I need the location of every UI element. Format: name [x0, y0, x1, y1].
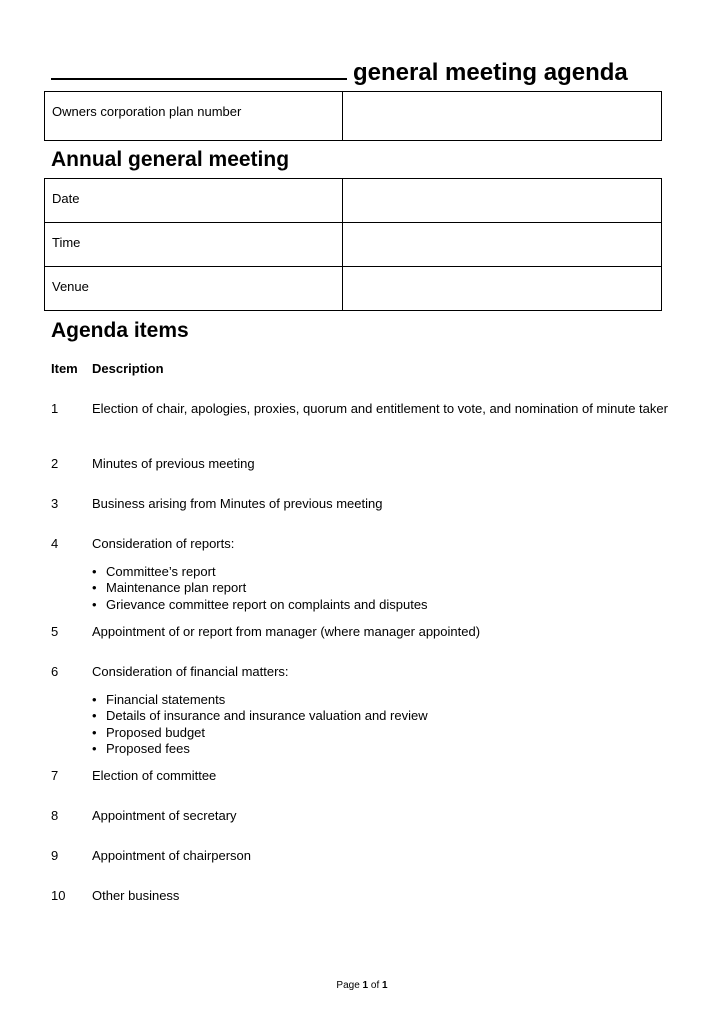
- agenda-item: [51, 536, 671, 613]
- plan-number-table: [44, 91, 662, 141]
- agenda-item-description: Consideration of reports:: [92, 536, 235, 551]
- bullet-glyph: •: [92, 564, 97, 579]
- venue-label: Venue: [45, 267, 343, 311]
- agenda-item-number: 7: [51, 768, 59, 783]
- page-word: Page: [336, 980, 360, 991]
- description-column-header: Description: [92, 361, 164, 376]
- time-row: [45, 223, 662, 267]
- bullet-item: [92, 596, 671, 613]
- bullet-item: [92, 708, 671, 724]
- agenda-item: [51, 401, 671, 417]
- page-title-text: general meeting agenda: [353, 59, 628, 86]
- bullet-text: Grievance committee report on complaints and disputes: [106, 596, 428, 612]
- agenda-item-number: 5: [51, 624, 59, 639]
- current-page-number: 1: [362, 980, 369, 991]
- agenda-item-number: 4: [51, 536, 59, 551]
- bullet-text: Financial statements: [106, 692, 226, 707]
- title-blank-line[interactable]: [51, 58, 347, 80]
- agm-heading: Annual general meeting: [51, 148, 290, 171]
- agenda-item-description: Election of committee: [92, 768, 217, 783]
- agenda-item-number: 6: [51, 664, 59, 679]
- agenda-item-description: Appointment of secretary: [92, 808, 237, 823]
- page-footer: [0, 980, 724, 992]
- agenda-heading: Agenda items: [51, 319, 189, 342]
- time-label: Time: [45, 223, 343, 267]
- agenda-item-description: Election of chair, apologies, proxies, quorum and entitlement to vote, and nomination of minute taker: [92, 401, 668, 416]
- time-field[interactable]: [343, 223, 662, 267]
- agenda-item-number: 2: [51, 456, 59, 471]
- bullet-glyph: •: [92, 740, 97, 756]
- agenda-item-description: Business arising from Minutes of previous meeting: [92, 496, 383, 511]
- date-row: [45, 179, 662, 223]
- date-label: Date: [45, 179, 343, 223]
- bullet-item: [92, 580, 671, 596]
- agenda-item: [51, 456, 671, 472]
- bullet-item: [92, 564, 671, 580]
- agenda-item: [51, 624, 671, 640]
- agenda-item-description: Appointment of chairperson: [92, 848, 251, 863]
- bullet-glyph: •: [92, 708, 97, 724]
- agenda-item: [51, 496, 671, 512]
- agenda-item: [51, 808, 671, 824]
- total-page-count: 1: [382, 980, 388, 991]
- venue-row: [45, 267, 662, 311]
- plan-number-label: Owners corporation plan number: [45, 92, 343, 141]
- agenda-item: [51, 768, 671, 784]
- page-title: [51, 58, 628, 88]
- bullet-text: Details of insurance and insurance valuation and review: [106, 708, 428, 724]
- plan-number-row: [45, 92, 662, 141]
- bullet-text: Proposed fees: [106, 740, 190, 756]
- agenda-item-description: Consideration of financial matters:: [92, 664, 289, 679]
- agenda-item-number: 8: [51, 808, 59, 823]
- agenda-item: [51, 848, 671, 864]
- agenda-item-description: Appointment of or report from manager (where manager appointed): [92, 624, 481, 639]
- bullet-glyph: •: [92, 692, 97, 707]
- agenda-item-number: 3: [51, 496, 59, 511]
- bullet-item: [92, 740, 671, 757]
- bullet-item: [92, 724, 671, 741]
- meeting-details-table: [44, 178, 662, 311]
- date-field[interactable]: [343, 179, 662, 223]
- agenda-item-description: Minutes of previous meeting: [92, 456, 255, 471]
- bullet-text: Maintenance plan report: [106, 580, 247, 596]
- agenda-item-number: 9: [51, 848, 59, 863]
- bullet-text: Committee’s report: [106, 564, 216, 579]
- item-column-header: Item: [51, 361, 78, 376]
- bullet-glyph: •: [92, 580, 97, 596]
- bullet-glyph: •: [92, 724, 97, 740]
- bullet-item: [92, 692, 671, 708]
- agenda-item: [51, 664, 671, 757]
- agenda-item-number: 10: [51, 888, 66, 903]
- agenda-item: [51, 888, 671, 904]
- of-word: of: [370, 980, 380, 991]
- plan-number-field[interactable]: [343, 92, 662, 141]
- agenda-item-description: Other business: [92, 888, 180, 903]
- financial-bullet-list: [92, 692, 671, 757]
- bullet-text: Proposed budget: [106, 724, 206, 740]
- bullet-glyph: •: [92, 596, 97, 612]
- venue-field[interactable]: [343, 267, 662, 311]
- agenda-item-number: 1: [51, 401, 59, 416]
- reports-bullet-list: [92, 564, 671, 613]
